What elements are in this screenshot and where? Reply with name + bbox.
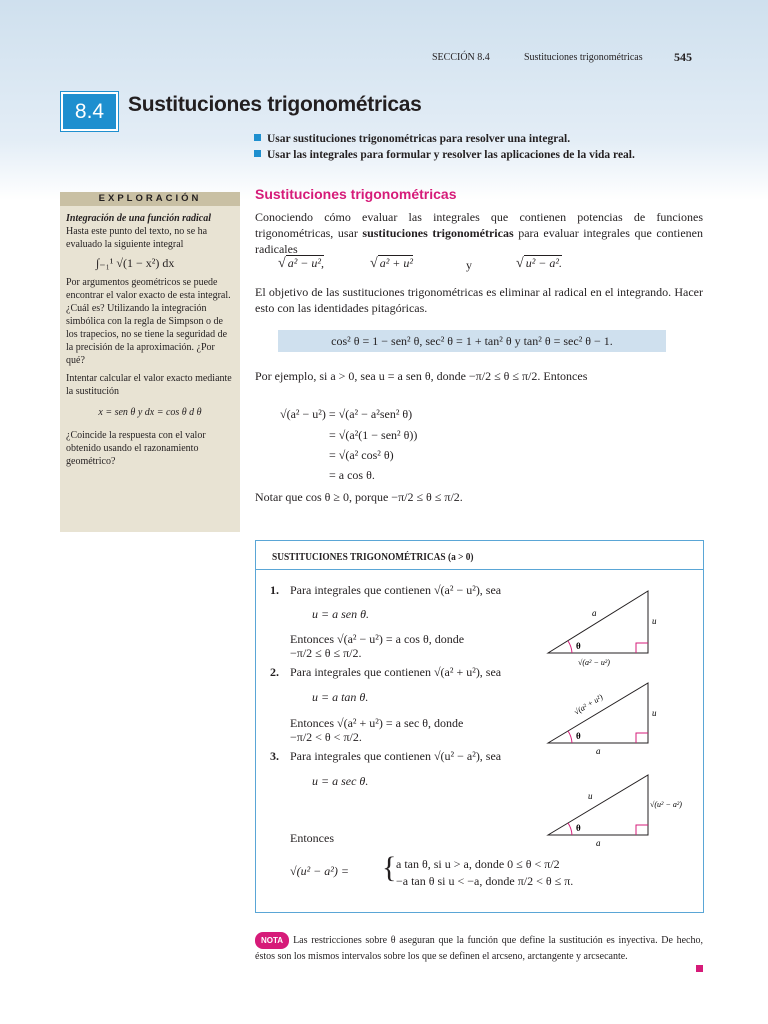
subheading: Sustituciones trigonométricas	[255, 186, 457, 202]
exploration-integral: ∫₋₁¹ √(1 − x²) dx	[96, 256, 175, 270]
tri2-hyp-label: √(a² + u²)	[572, 692, 605, 717]
objective-item: Usar las integrales para formular y resolver las aplicaciones de la vida real.	[254, 147, 635, 163]
case-1: a tan θ, si u > a, donde 0 ≤ θ < π/2	[396, 857, 560, 871]
running-head-section: SECCIÓN 8.4	[432, 52, 490, 63]
identities-band: cos² θ = 1 − sen² θ, sec² θ = 1 + tan² θ y tan² θ = sec² θ − 1.	[278, 330, 666, 352]
tri2-angle-label: θ	[576, 731, 581, 741]
derivation-step: = √(a²(1 − sen² θ))	[329, 428, 418, 442]
exploration-lead: Integración de una función radical Hasta este punto del texto, no se ha evaluado la siguiente integral	[66, 213, 212, 250]
section-number-badge: 8.4	[61, 92, 118, 131]
item-3: 3. Para integrales que contienen √(u² − a²), sea	[270, 749, 502, 763]
tri1-opp-label: u	[652, 616, 657, 626]
running-head	[432, 52, 704, 65]
section-title: Sustituciones trigonométricas	[128, 93, 422, 116]
derivation-step: = a cos θ.	[329, 468, 375, 482]
exploration-substitution: x = sen θ y dx = cos θ d θ	[98, 407, 202, 418]
example-intro: Por ejemplo, si a > 0, sea u = a sen θ, donde −π/2 ≤ θ ≤ π/2. Entonces	[255, 369, 588, 383]
intro-paragraph: Conociendo cómo evaluar las integrales que contienen potencias de funciones trigonométricas, usar sustituciones trigonométricas para evaluar integrales que contienen radicales	[255, 210, 703, 256]
exploration-paragraph: Por argumentos geométricos se puede encontrar el valor exacto de esta integral. ¿Cuál es? Utilizando la integración simbólica con la regla de Simpson o de los trapecios, no se tiene la seguridad de la precisión de la aproximación. ¿Por qué?	[66, 277, 231, 366]
tri1-hyp-label: a	[592, 608, 597, 618]
triangle-2	[536, 675, 696, 757]
item-1-sub: u = a sen θ.	[312, 607, 369, 621]
exploration-box	[60, 192, 240, 532]
item-3-then: Entonces	[290, 831, 334, 845]
exploration-header: EXPLORACIÓN	[60, 192, 240, 206]
item-1: 1. Para integrales que contienen √(a² − u²), sea	[270, 583, 502, 597]
item-2-range: −π/2 < θ < π/2.	[290, 730, 362, 744]
running-head-title: Sustituciones trigonométricas	[524, 52, 643, 63]
case-lhs: √(u² − a²) =	[290, 864, 349, 878]
derivation-step: √(a² − u²) = √(a² − a²sen² θ)	[280, 407, 413, 421]
item-2-then: Entonces √(a² + u²) = a sec θ, donde	[290, 716, 464, 730]
derivation-step: = √(a² cos² θ)	[329, 448, 394, 462]
tri3-adj-label: a	[596, 838, 601, 848]
exploration-paragraph: ¿Coincide la respuesta con el valor obtenido usando el razonamiento geométrico?	[66, 430, 206, 467]
objective-paragraph: El objetivo de las sustituciones trigonométricas es eliminar al radical en el integrando. Hacer esto con las identidades pitagóricas.	[255, 285, 703, 315]
item-1-range: −π/2 ≤ θ ≤ π/2.	[290, 646, 362, 660]
exploration-paragraph: Intentar calcular el valor exacto mediante la sustitución	[66, 373, 232, 397]
case-brace: {	[382, 851, 397, 884]
substitutions-box	[255, 540, 704, 913]
bullet-square-icon	[254, 134, 261, 141]
box-title: SUSTITUCIONES TRIGONOMÉTRICAS (a > 0)	[272, 551, 474, 563]
cos-note: Notar que cos θ ≥ 0, porque −π/2 ≤ θ ≤ π/2.	[255, 490, 463, 504]
objectives-list	[254, 131, 635, 163]
triangle-3	[536, 767, 702, 849]
tri3-opp-label: √(u² − a²)	[650, 800, 682, 809]
note-badge: NOTA	[255, 932, 289, 949]
item-2-sub: u = a tan θ.	[312, 690, 369, 704]
item-2: 2. Para integrales que contienen √(a² + u²), sea	[270, 665, 502, 679]
end-square-icon	[696, 965, 703, 972]
item-1-then: Entonces √(a² − u²) = a cos θ, donde	[290, 632, 465, 646]
item-3-sub: u = a sec θ.	[312, 774, 369, 788]
triangle-1	[536, 585, 696, 667]
tri3-angle-label: θ	[576, 823, 581, 833]
bullet-square-icon	[254, 150, 261, 157]
case-2: −a tan θ si u < −a, donde π/2 < θ ≤ π.	[396, 874, 574, 888]
tri3-hyp-label: u	[588, 791, 593, 801]
objective-item: Usar sustituciones trigonométricas para resolver una integral.	[254, 131, 635, 147]
tri1-adj-label: √(a² − u²)	[578, 658, 610, 667]
tri2-opp-label: u	[652, 708, 657, 718]
note-paragraph: NOTA Las restricciones sobre θ aseguran que la función que define la sustitución es inyectiva. De hecho, éstos son los mismos intervalos sobre los que se definen el arcseno, arctangente y arcsecante.	[255, 932, 703, 964]
box-divider	[256, 569, 703, 570]
tri1-angle-label: θ	[576, 641, 581, 651]
page-number: 545	[674, 50, 692, 64]
tri2-adj-label: a	[596, 746, 601, 756]
